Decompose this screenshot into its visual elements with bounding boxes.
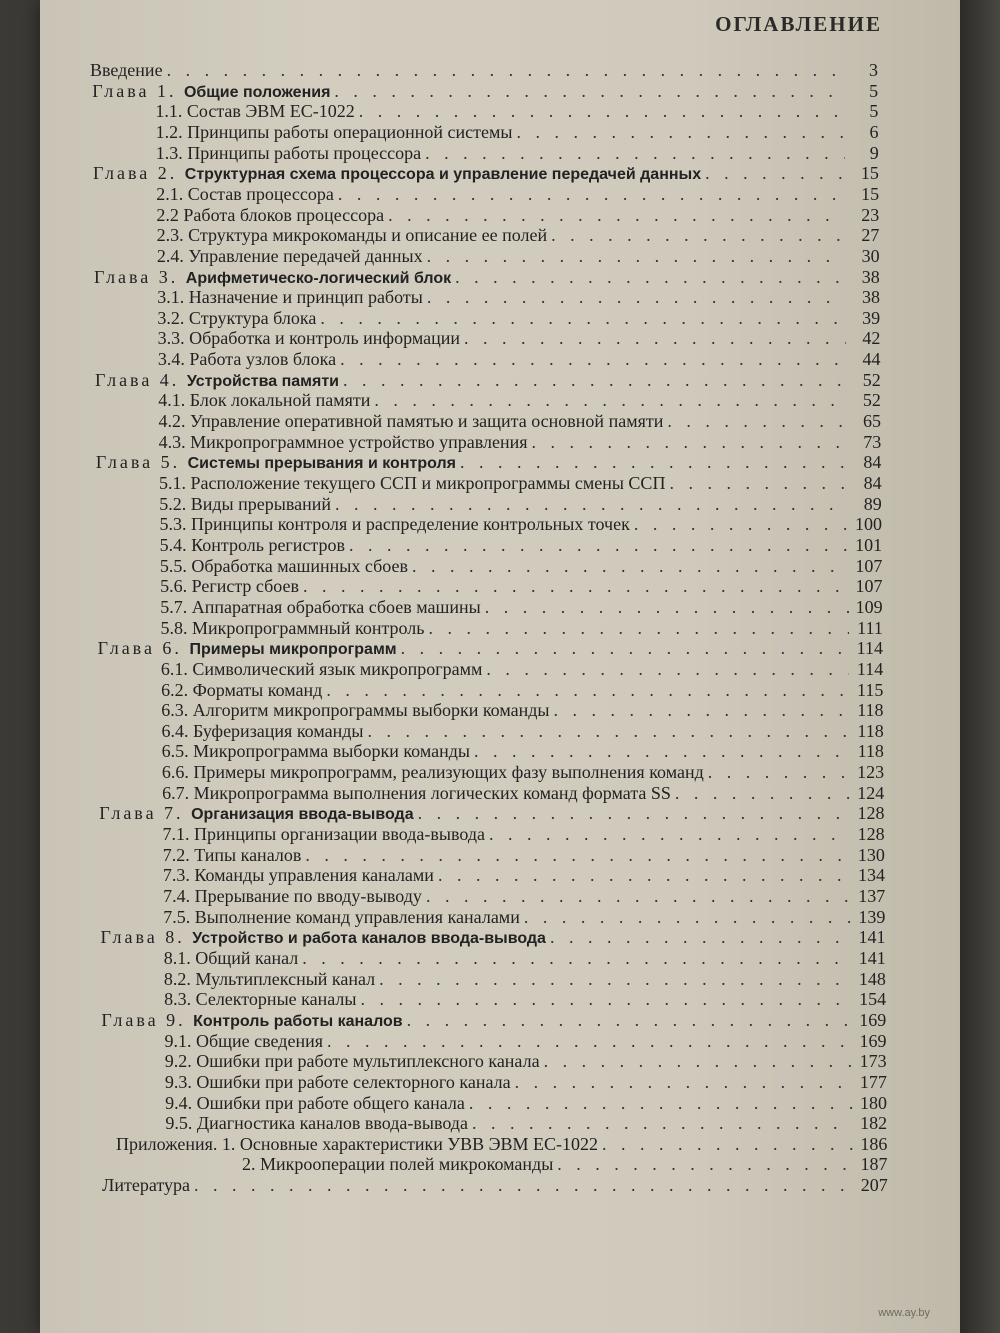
leader-dots [335, 494, 848, 515]
toc-entry-row [164, 948, 886, 969]
leader-dots [418, 803, 851, 824]
page-number: 111 [857, 617, 883, 638]
leader-dots [516, 122, 844, 143]
entry-label: 5.2. Виды прерываний [159, 493, 332, 514]
page-number: 139 [858, 906, 886, 927]
toc-entry-row [242, 1154, 888, 1175]
leader-dots [464, 328, 846, 349]
leader-dots [425, 143, 845, 164]
page-number: 84 [863, 473, 882, 493]
chapter-number: Глава 1. [92, 80, 184, 101]
page-number: 186 [860, 1133, 888, 1154]
page-number: 39 [862, 307, 881, 328]
leader-dots [327, 1031, 852, 1052]
leader-dots [401, 638, 849, 659]
entry-label: 6.4. Буферизация команды [161, 720, 364, 741]
leader-dots [675, 783, 850, 804]
chapter-title: Структурная схема процессора и управление передачей данных [184, 166, 702, 184]
toc-entry-row [102, 1175, 888, 1196]
page-number: 3 [869, 60, 878, 80]
leader-dots [708, 762, 850, 783]
chapter-number: Глава 9. [101, 1009, 194, 1030]
toc-entry-row [162, 741, 884, 762]
toc-entry-row [158, 411, 881, 432]
toc-entry-row [159, 514, 882, 535]
leader-dots [553, 700, 849, 721]
leader-dots [388, 205, 845, 226]
entry-label: 8.1. Общий канал [163, 947, 299, 968]
entry-label: 4.2. Управление оперативной памятью и защита основной памяти [158, 411, 664, 432]
toc-entry-row [165, 1093, 887, 1114]
entry-label: 6.7. Микропрограмма выполнения логических команд формата SS [162, 782, 671, 803]
entry-label: 3.4. Работа узлов блока [157, 349, 337, 370]
chapter-title: Системы прерывания и контроля [187, 455, 456, 473]
page-number: 114 [856, 658, 884, 679]
leader-dots [338, 184, 845, 205]
page-number: 52 [862, 390, 881, 411]
entry-label: 6.6. Примеры микропрограмм, реализующих фазу выполнения команд [161, 762, 704, 783]
leader-dots [429, 618, 849, 639]
toc-entry-row [157, 225, 880, 246]
page-number: 180 [860, 1092, 887, 1113]
leader-dots [302, 948, 852, 969]
toc-entry-row [164, 989, 886, 1010]
page-number: 118 [857, 741, 884, 762]
toc-entry-row [161, 700, 883, 721]
toc-entry-row [165, 1113, 887, 1134]
entry-label: 2.4. Управление передачей данных [156, 245, 423, 266]
page-number: 154 [859, 989, 887, 1010]
toc-entry-row [161, 680, 883, 701]
page-number: 130 [857, 844, 885, 865]
leader-dots [303, 576, 849, 597]
toc-chapter-row [101, 927, 886, 948]
leader-dots [407, 1010, 853, 1031]
toc-entry-row [155, 101, 878, 122]
entry-label: 2.3. Структура микрокоманды и описание ее полей [156, 225, 548, 246]
toc-chapter-row [98, 638, 883, 659]
chapter-number: Глава 6. [97, 638, 190, 659]
page-number: 128 [857, 803, 885, 824]
toc-entry-row [160, 535, 882, 556]
page-number: 182 [860, 1113, 888, 1134]
chapter-label [95, 370, 339, 391]
entry-label: 9.3. Ошибки при работе селекторного канала [164, 1071, 511, 1092]
leader-dots [551, 225, 845, 246]
chapter-title: Устройство и работа каналов ввода-вывода [192, 930, 546, 948]
page-number: 101 [855, 534, 883, 555]
leader-dots [634, 514, 848, 535]
leader-dots [474, 741, 850, 762]
entry-label: 1.2. Принципы работы операционной системы [155, 121, 513, 142]
page-number: 114 [856, 638, 884, 659]
toc-entry-row [165, 1051, 887, 1072]
toc-entry-row [158, 390, 881, 411]
entry-label: 4.3. Микропрограммное устройство управления [158, 431, 528, 452]
page-number: 73 [863, 431, 882, 452]
leader-dots [379, 969, 852, 990]
entry-label: 7.5. Выполнение команд управления каналами [163, 906, 520, 927]
entry-label: Введение [90, 60, 163, 80]
toc-chapter-row [96, 452, 882, 473]
entry-label: 5.5. Обработка машинных сбоев [159, 555, 408, 576]
entry-label: 4.1. Блок локальной памяти [158, 390, 371, 411]
toc-entry-row [156, 205, 879, 226]
leader-dots [349, 535, 848, 556]
leader-dots [532, 432, 848, 453]
page-number: 128 [857, 824, 885, 845]
page-number: 137 [858, 886, 886, 906]
watermark: www.ay.by [878, 1307, 930, 1319]
page-number: 124 [857, 782, 885, 803]
entry-label: 5.1. Расположение текущего ССП и микропрограммы смены ССП [159, 473, 666, 493]
entry-label: 1.1. Состав ЭВМ ЕС-1022 [155, 101, 355, 122]
entry-label: 6.2. Форматы команд [161, 679, 323, 700]
toc-entry-row [163, 845, 885, 866]
toc-chapter-row [93, 163, 879, 184]
chapter-number: Глава 3. [94, 266, 186, 287]
chapter-label [101, 927, 546, 948]
page-number: 15 [861, 183, 880, 204]
leader-dots [340, 349, 846, 370]
page-number: 169 [859, 1009, 887, 1030]
page-number: 5 [869, 101, 879, 122]
page-number: 109 [855, 596, 883, 617]
chapter-title: Общие положения [183, 83, 331, 101]
chapter-number: Глава 7. [99, 803, 192, 824]
toc-entry-row [160, 597, 882, 618]
chapter-label [98, 638, 397, 659]
entry-label: 9.4. Ошибки при работе общего канала [165, 1092, 465, 1113]
toc-entry-row [160, 576, 882, 597]
toc-entry-row [157, 246, 880, 267]
toc-entry-row [160, 618, 882, 639]
entry-label: 5.3. Принципы контроля и распределение контрольных точек [159, 514, 630, 535]
toc-entry-row [156, 143, 879, 164]
toc-entry-row [160, 556, 882, 577]
toc-entry-row [116, 1134, 887, 1155]
leader-dots [367, 721, 849, 742]
leader-dots [455, 267, 846, 288]
toc-entry-row [156, 184, 879, 205]
entry-label: 8.3. Селекторные каналы [164, 989, 357, 1010]
toc-entry-row [162, 762, 884, 783]
toc-entry-row [90, 60, 878, 81]
page-number: 134 [858, 865, 885, 886]
toc-entry-row [156, 122, 879, 143]
toc-entry-row [162, 783, 884, 804]
toc-entry-row [157, 287, 880, 308]
entry-label: Литература [102, 1175, 190, 1196]
leader-dots [489, 824, 851, 845]
page-number: 52 [862, 369, 881, 390]
toc-entry-row [165, 1031, 887, 1052]
toc-chapter-row [94, 267, 880, 288]
entry-label: 9.5. Диагностика каналов ввода-вывода [165, 1113, 468, 1134]
page-number: 38 [861, 266, 880, 287]
leader-dots [167, 60, 844, 81]
chapter-number: Глава 8. [100, 927, 193, 948]
entry-label: 3.1. Назначение и принцип работы [157, 287, 423, 308]
entry-label: 9.2. Ошибки при работе мультиплексного канала [164, 1051, 540, 1072]
entry-label: 6.1. Символический язык микропрограмм [160, 658, 483, 679]
entry-label: 8.2. Мультиплексный канал [163, 968, 376, 989]
toc-entry-row [163, 907, 885, 928]
chapter-label [92, 81, 330, 102]
entry-label: 7.4. Прерывание по вводу-выводу [163, 886, 422, 906]
page-number: 6 [869, 121, 879, 142]
leader-dots [469, 1093, 853, 1114]
leader-dots [472, 1113, 853, 1134]
leader-dots [359, 101, 845, 122]
page-number: 15 [860, 163, 879, 184]
chapter-title: Примеры микропрограмм [189, 641, 397, 659]
entry-label: 5.7. Аппаратная обработка сбоев машины [160, 596, 481, 617]
leader-dots [486, 659, 849, 680]
leader-dots [305, 845, 851, 866]
chapter-label [99, 803, 413, 824]
leader-dots [334, 81, 844, 102]
toc-entry-row [159, 494, 882, 515]
page-number: 173 [859, 1051, 887, 1072]
leader-dots [343, 370, 847, 391]
page-number: 169 [859, 1030, 887, 1051]
entry-label: 3.2. Структура блока [157, 307, 317, 328]
page-number: 5 [869, 80, 879, 101]
page-number: 187 [860, 1154, 888, 1175]
page-number: 115 [857, 679, 884, 700]
leader-dots [438, 865, 851, 886]
leader-dots [412, 556, 848, 577]
page-number: 84 [863, 452, 882, 473]
chapter-title: Организация ввода-вывода [191, 806, 414, 824]
toc-entry-row [161, 721, 883, 742]
entry-label: 7.3. Команды управления каналами [162, 865, 434, 886]
toc-chapter-row [92, 81, 878, 102]
page-number: 9 [869, 142, 879, 163]
page-number: 27 [861, 225, 880, 246]
leader-dots [524, 907, 852, 928]
leader-dots [427, 287, 846, 308]
entry-label: 5.8. Микропрограммный контроль [160, 617, 425, 638]
leader-dots [544, 1051, 853, 1072]
entry-label: 6.5. Микропрограмма выборки команды [161, 741, 470, 762]
leader-dots [360, 989, 852, 1010]
toc-entry-row [162, 824, 884, 845]
page-number: 42 [862, 328, 881, 349]
toc-chapter-row [99, 803, 884, 824]
leader-dots [460, 452, 847, 473]
toc-entry-row [158, 349, 881, 370]
page-number: 107 [855, 555, 883, 576]
leader-dots [426, 886, 851, 907]
entry-label: Приложения. 1. Основные характеристики УВВ ЭВМ ЕС-1022 [116, 1133, 598, 1154]
toc-entry-row [161, 659, 883, 680]
page-number: 148 [858, 968, 886, 989]
entry-label: 5.4. Контроль регистров [159, 534, 346, 555]
leader-dots [485, 597, 849, 618]
leader-dots [705, 163, 845, 184]
toc-entry-row [159, 473, 882, 494]
page-number: 100 [854, 514, 882, 535]
chapter-number: Глава 4. [95, 369, 187, 390]
leader-dots [326, 680, 849, 701]
page-number: 177 [859, 1071, 887, 1092]
page-number: 44 [862, 349, 881, 370]
toc-entry-row [158, 328, 881, 349]
chapter-label [94, 267, 451, 288]
entry-label: 2.1. Состав процессора [156, 183, 334, 204]
toc-entry-row [157, 308, 880, 329]
leader-dots [427, 246, 846, 267]
page-number: 141 [858, 947, 886, 968]
chapter-title: Арифметическо-логический блок [185, 269, 452, 287]
chapter-label [93, 163, 701, 184]
chapter-number: Глава 5. [95, 452, 188, 473]
leader-dots [550, 927, 852, 948]
page-number: 118 [857, 720, 884, 741]
page-number: 141 [858, 927, 886, 948]
entry-label: 7.1. Принципы организации ввода-вывода [162, 824, 485, 845]
toc-entry-row [163, 865, 885, 886]
leader-dots [602, 1134, 853, 1155]
page-number: 23 [861, 204, 880, 225]
toc-chapter-row [101, 1010, 886, 1031]
leader-dots [320, 308, 846, 329]
toc-entry-row [164, 969, 886, 990]
toc-entry-row [159, 432, 882, 453]
entry-label: 6.3. Алгоритм микропрограммы выборки команды [161, 700, 550, 721]
toc-entry-row [163, 886, 885, 907]
toc-entry-row [165, 1072, 887, 1093]
entry-label: 7.2. Типы каналов [162, 844, 302, 865]
entry-label: 3.3. Обработка и контроль информации [157, 328, 460, 349]
toc-chapter-row [95, 370, 881, 391]
page-number: 65 [863, 411, 882, 432]
page-number: 89 [863, 493, 882, 514]
chapter-label [101, 1010, 402, 1031]
entry-label: 1.3. Принципы работы процессора [155, 142, 422, 163]
leader-dots [194, 1175, 854, 1196]
page-number: 123 [857, 762, 885, 783]
leader-dots [515, 1072, 853, 1093]
leader-dots [557, 1154, 853, 1175]
page-number: 118 [857, 700, 884, 721]
page-number: 38 [861, 287, 880, 308]
chapter-title: Устройства памяти [186, 372, 339, 390]
leader-dots [667, 411, 847, 432]
leader-dots [669, 473, 847, 494]
chapter-number: Глава 2. [93, 163, 185, 184]
toc-heading: ОГЛАВЛЕНИЕ [715, 12, 882, 36]
entry-label: 2. Микрооперации полей микрокоманды [242, 1154, 554, 1175]
page-number: 107 [855, 576, 883, 597]
chapter-label [96, 452, 456, 473]
entry-label: 5.6. Регистр сбоев [160, 576, 299, 597]
page-number: 30 [861, 245, 880, 266]
entry-label: 2.2 Работа блоков процессора [156, 204, 385, 225]
chapter-title: Контроль работы каналов [193, 1012, 403, 1030]
page-number: 207 [860, 1175, 888, 1196]
leader-dots [374, 390, 846, 411]
entry-label: 9.1. Общие сведения [164, 1030, 323, 1051]
